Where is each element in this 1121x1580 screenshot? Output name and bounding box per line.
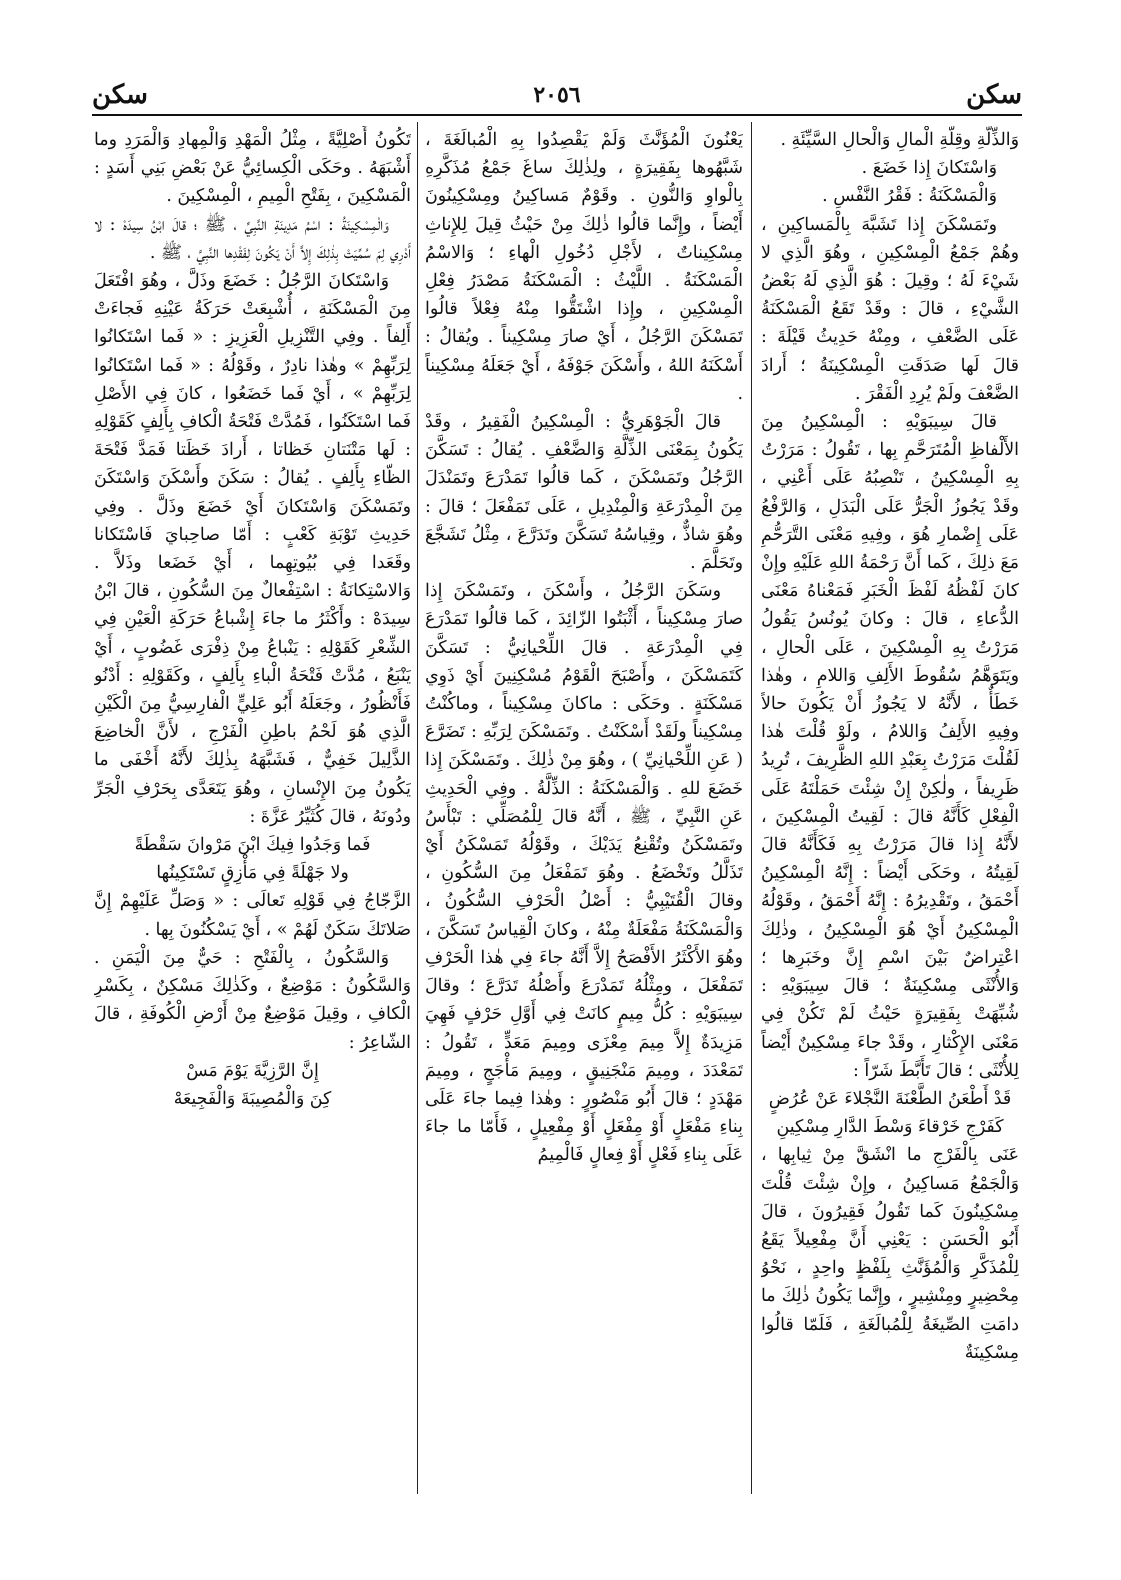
verse-line: كَفَرْجِ خَرْقاءَ وَسْطَ الدَّارِ مِسْكِينِ: [776, 1117, 1004, 1138]
paragraph: وتَمَسْكَنَ إِذا تَشَبَّهَ بِالْمَساكِينِ ، وهُمْ جَمْعُ الْمِسْكِينِ ، وهُوَ الَّذِي لا شَيْءَ لَهُ ؛ وقِيلَ : هُوَ الَّذِي لَهُ بَعْضُ الشَّيْءِ ، قالَ : وقَدْ تَقَعُ الْمَسْكَنَةُ عَلَى الضَّعْفِ ، ومِنْهُ حَدِيثُ قَيْلَةَ : قالَ لَها صَدَقَتِ الْمِسْكِينَةُ ؛ أَرادَ الضَّعْفَ ولَمْ يُرِدِ الْفَقْرَ .: [761, 214, 1019, 404]
paragraph: وَالْمِسْكِينَةُ : اسْمُ مَدِينَةِ النَّبِيِّ ، ﷺ ؛ قالَ ابْنُ سِيدَهْ : لا أَدْرِي لِمَ سُمِّيَتْ بِذٰلِكَ إِلاَّ أَنْ يَكُونَ لِفَقْدِها النَّبِيَّ ، ﷺ .: [94, 214, 411, 263]
running-word-right: سكن: [966, 80, 1022, 110]
column-divider: [751, 122, 752, 1494]
column-middle: [425, 126, 743, 1491]
verse-line: فَما وَجَدُوا فِيكَ ابْنَ مَرْوانَ سَقْطَةً: [134, 835, 371, 856]
header-rule: [92, 114, 1022, 116]
column-left: [94, 126, 411, 1491]
paragraph: وسَكَنَ الرَّجُلُ ، وأَسْكَنَ ، وتَمَسْكَنَ إِذا صارَ مِسْكِيناً ، أَثْبَتُوا الزّائِدَ ، كَما قالُوا تَمَدْرَعَ فِي الْمِدْرَعَةِ . قالَ اللِّحْيانِيُّ : تَسَكَّنَ كَتَمَسْكَنَ ، وأَصْبَحَ الْقَوْمُ مُسْكِنِينَ أَيْ ذَوِي مَسْكَنَةٍ . وحَكَى : ماكانَ مِسْكِيناً ، وماكُنْتُ مِسْكِيناً ولَقَدْ أَسْكَنْتُ . وتَمَسْكَنَ لِرَبِّهِ : تَضَرَّعَ ( عَنِ اللِّحْيانِيِّ ) ، وهُوَ مِنْ ذٰلِكَ . وتَمَسْكَنَ إِذا خَضَعَ للهِ . وَالْمَسْكَنَةُ : الذِّلَّةُ . وفِي الْحَدِيثِ عَنِ النَّبِيِّ ، ﷺ ، أَنَّهُ قالَ لِلْمُصَلِّي : تَبْأَسُ وتَمَسْكَنُ وتُقْنِعُ يَدَيْكَ ، وقَوْلُهُ تَمَسْكَنُ أَيْ تَذَلَّلُ وتَخْضَعُ . وهُوَ تَمَفْعَلُ مِنَ السُّكُونِ ، وقالَ الْقُتَيْبِيُّ : أَصْلُ الْحَرْفِ السُّكُونُ ، وَالْمَسْكَنَةُ مَفْعَلَةٌ مِنْهُ ، وكانَ الْقِياسُ تَسَكَّنَ ، وهُوَ الأَكْثَرُ الأَفْصَحُ إِلاَّ أَنَّهُ جاءَ فِي هٰذا الْحَرْفِ تَمَفْعَلَ ، ومِثْلُهُ تَمَدْرَعَ وأَصْلُهُ تَدَرَّعَ ؛ وقالَ سِيبَوَيْهِ : كُلُّ مِيمٍ كانَتْ فِي أَوَّلِ حَرْفٍ فَهِيَ مَزِيدَةٌ إِلاَّ مِيمَ مِعْزَى ومِيمَ مَعَدٍّ ، تَقُولُ : تَمَعْدَدَ ، ومِيمَ مَنْجَنِيقٍ ، ومِيمَ مَأْجَجٍ ، ومِيمَ مَهْدَدٍ ؛ قالَ أَبُو مَنْصُورٍ : وهٰذا فِيما جاءَ عَلَى بِناءِ مَفْعَلٍ أَوْ مِفْعَلٍ أَوْ مِفْعِيلٍ ، فَأَمّا ما جاءَ عَلَى بِناءِ فَعْلٍ أَوْ فِعالٍ فَالْمِيمُ: [425, 581, 743, 1166]
paragraph: وَالذِّلَّةِ وقِلَّةِ الْمالِ وَالْحالِ السَّيِّئَةِ .: [780, 130, 1019, 150]
verse-line: ولا جَهْلَةً فِي مَأْزِقٍ تَسْتَكِينُها: [156, 863, 349, 884]
paragraph: وَالْمَسْكَنَةُ : فَقْرُ النَّفْسِ .: [822, 186, 997, 207]
page-header: [92, 80, 1022, 114]
verse-line: كِنَ وَالْمُصِيبَةَ وَالْفَجِيعَهْ: [173, 1088, 332, 1109]
paragraph: عَنَى بِالْفَرْجِ ما انْشَقَّ مِنْ ثِيابِها ، وَالْجَمْعُ مَساكِينُ ، وإِنْ شِئْتَ قُلْتَ مِسْكِينُونَ كَما تَقُولُ فَقِيرُونَ ، قالَ أَبُو الْحَسَنِ : يَعْنِي أَنَّ مِفْعِيلاً يَقَعُ لِلْمُذَكَّرِ وَالْمُؤَنَّثِ بِلَفْظٍ واحِدٍ ، نَحْوُ مِحْضِيرٍ ومِنْشِيرٍ ، وإِنَّما يَكُونُ ذٰلِكَ ما دامَتِ الصِّيغَةُ لِلْمُبالَغَةِ ، فَلَمّا قالُوا مِسْكِينَةٌ: [761, 1145, 1019, 1363]
paragraph: وَاسْتَكانَ الرَّجُلُ : خَضَعَ وذَلَّ ، وهُوَ افْتَعَلَ مِنَ الْمَسْكَنَةِ ، أُشْبِعَتْ حَرَكَةُ عَيْنِهِ فَجاءَتْ أَلِفاً . وفِي التَّنْزِيلِ الْعَزِيزِ : « فَما اسْتَكانُوا لِرَبِّهِمْ » وهٰذا نادِرٌ ، وقَوْلُهُ : « فَما اسْتَكانُوا لِرَبِّهِمْ » ، أَيْ فَما خَضَعُوا ، كانَ فِي الأَصْلِ فَما اسْتَكَنُوا ، فَمُدَّتْ فَتْحَةُ الْكافِ بِأَلِفٍ كَقَوْلِهِ : لَها مَتْنَتانِ خَظاتا ، أَرادَ خَظَتا فَمَدَّ فَتْحَةَ الظّاءِ بِأَلِفٍ . يُقالُ : سَكَنَ وأَسْكَنَ وَاسْتَكَنَ وتَمَسْكَنَ وَاسْتَكانَ أَيْ خَضَعَ وذَلَّ . وفِي حَدِيثِ تَوْبَةِ كَعْبٍ : أَمّا صاحِبايَ فَاسْتَكانا وقَعَدا فِي بُيُوتِهِما ، أَيْ خَضَعا وذَلاَّ . وَالاسْتِكانَةُ : اسْتِفْعالٌ مِنَ السُّكُونِ ، قالَ ابْنُ سِيدَهْ : وأَكْثَرُ ما جاءَ إِشْباعُ حَرَكَةِ الْعَيْنِ فِي الشِّعْرِ كَقَوْلِهِ : يَنْباعُ مِنْ ذِفْرَى غَضُوبٍ ، أَيْ يَنْبَعُ ، مُدَّتْ فَتْحَةُ الْباءِ بِأَلِفٍ ، وكَقَوْلِهِ : أَدْنُو فَأَنْظُورُ ، وجَعَلَهُ أَبُو عَلِيٍّ الْفارِسِيُّ مِنَ الْكَيْنِ الَّذِي هُوَ لَحْمُ باطِنِ الْفَرْجِ ، لأَنَّ الْخاضِعَ الذَّلِيلَ خَفِيٌّ ، فَشَبَّهَهُ بِذٰلِكَ لأَنَّهُ أَخْفَى ما يَكُونُ مِنَ الإِنْسانِ ، وهُوَ يَتَعَدَّى بِحَرْفِ الْجَرِّ ودُونَهُ ، قالَ كُثَيِّرُ عَزَّةَ :: [94, 271, 411, 827]
verse-line: إِنَّ الرَّزِيَّةَ يَوْمَ مَسْ: [186, 1060, 319, 1081]
paragraph: قالَ سِيبَوَيْهِ : الْمِسْكِينُ مِنَ الأَلْفاظِ الْمُتَرَحَّمِ بِها ، تَقُولُ : مَرَرْتُ بِهِ الْمِسْكِينُ ، تَنْصِبُهُ عَلَى أَعْنِي ، وقَدْ يَجُوزُ الْجَرُّ عَلَى الْبَدَلِ ، وَالرَّفْعُ عَلَى إِضْمارِ هُوَ ، وفِيهِ مَعْنَى التَّرَحُّمِ مَعَ ذلِكَ ، كَما أَنَّ رَحْمَةُ اللهِ عَلَيْهِ وإِنْ كانَ لَفْظُهُ لَفْظَ الْخَبَرِ فَمَعْناهُ مَعْنَى الدُّعاءِ ، قالَ : وكانَ يُونُسُ يَقُولُ مَرَرْتُ بِهِ الْمِسْكِينَ ، عَلَى الْحالِ ، ويَتَوَهَّمُ سُقُوطَ الأَلِفِ وَاللامِ ، وهٰذا خَطَأٌ ، لأَنَّهُ لا يَجُوزُ أَنْ يَكُونَ حالاً وفِيهِ الأَلِفُ وَاللامُ ، ولَوْ قُلْتَ هٰذا لَقُلْتَ مَرَرْتُ بِعَبْدِ اللهِ الظَّرِيفَ ، تُرِيدُ ظَرِيفاً ، ولٰكِنْ إِنْ شِئْتَ حَمَلْتَهُ عَلَى الْفِعْلِ كَأَنَّهُ قالَ : لَقِيتُ الْمِسْكِينَ ، لأَنَّهُ إِذا قالَ مَرَرْتُ بِهِ فَكَأَنَّهُ قالَ لَقِيتُهُ ، وحَكَى أَيْضاً : إِنَّهُ الْمِسْكِينُ أَحْمَقُ ، وتَقْدِيرُهُ : إِنَّهُ أَحْمَقُ ، وقَوْلُهُ الْمِسْكِينُ أَيْ هُوَ الْمِسْكِينُ ، وذٰلِكَ اعْتِراضٌ بَيْنَ اسْمِ إِنَّ وخَبَرِها ؛ وَالأُنْثَى مِسْكِينَةٌ ؛ قالَ سِيبَوَيْهِ : شُبِّهَتْ بِفَقِيرَةٍ حَيْثُ لَمْ تَكُنْ فِي مَعْنَى الإِكْثارِ ، وقَدْ جاءَ مِسْكِينٌ أَيْضاً لِلأُنْثَى ؛ قالَ تَأَبَّطَ شَرّاً :: [761, 412, 1019, 1081]
paragraph: يَعْنُونَ الْمُؤَنَّثَ وَلَمْ يَقْصِدُوا بِهِ الْمُبالَغَةَ ، شَبَّهُوها بِفَقِيرَةٍ ، ولِذٰلِكَ ساغَ جَمْعُ مُذَكَّرِهِ بِالْواوِ وَالنُّونِ . وقَوْمٌ مَساكِينُ ومِسْكِينُونَ أَيْضاً ، وإِنَّما قالُوا ذٰلِكَ مِنْ حَيْثُ قِيلَ لِلإِناثِ مِسْكِيناتٌ ، لأَجْلِ دُخُولِ الْهاءِ ؛ وَالاسْمُ الْمَسْكَنَةُ . اللَّيْثُ : الْمَسْكَنَةُ مَصْدَرُ فِعْلِ الْمِسْكِينِ ، وإِذا اشْتَقُّوا مِنْهُ فِعْلاً قالُوا تَمَسْكَنَ الرَّجُلُ ، أَيْ صارَ مِسْكِيناً . ويُقالُ : أَسْكَنَهُ اللهُ ، وأَسْكَنَ جَوْفَهُ ، أَيْ جَعَلَهُ مِسْكِيناً .: [425, 130, 743, 404]
paragraph: قالَ الْجَوْهَرِيُّ : الْمِسْكِينُ الْفَقِيرُ ، وقَدْ يَكُونُ بِمَعْنَى الذِّلَّةِ وَالضَّعْفِ . يُقالُ : تَسَكَّنَ الرَّجُلُ وتَمَسْكَنَ ، كَما قالُوا تَمَدْرَعَ وتَمَنْدَلَ مِنَ الْمِدْرَعَةِ وَالْمِنْدِيلِ ، عَلَى تَمَفْعَلَ ؛ قالَ : وهُوَ شاذٌّ ، وقِياسُهُ تَسَكَّنَ وتَدَرَّعَ ، مِثْلُ تَشَجَّعَ وتَحَلَّمَ .: [425, 412, 743, 574]
page-number: ٢٠٥٦: [533, 82, 581, 108]
column-divider: [417, 122, 418, 1494]
paragraph: الزَّجّاجُ فِي قَوْلِهِ تَعالَى : « وَصَلِّ عَلَيْهِمْ إِنَّ صَلاتَكَ سَكَنٌ لَهُمْ » ، أَيْ يَسْكُنُونَ بِها .: [94, 891, 411, 940]
column-right: [761, 126, 1019, 1491]
paragraph: تَكُونُ أَصْلِيَّةً ، مِثْلُ الْمَهْدِ وَالْمِهادِ وَالْمَرَدِ وما أَشْبَهَهُ . وحَكَى الْكِسائِيُّ عَنْ بَعْضِ بَنِي أَسَدٍ : الْمَسْكِينَ ، بِفَتْحِ الْمِيمِ ، الْمِسْكِينَ .: [94, 130, 411, 207]
running-word-left: سكن: [92, 80, 148, 110]
paragraph: وَاسْتَكانَ إِذا خَضَعَ .: [861, 158, 997, 179]
paragraph: وَالسَّكُونُ ، بِالْفَتْحِ : حَيٌّ مِنَ الْيَمَنِ . وَالسَّكُونُ : مَوْضِعٌ ، وكَذٰلِكَ مَسْكِنٌ ، بِكَسْرِ الْكافِ ، وقِيلَ مَوْضِعٌ مِنْ أَرْضِ الْكُوفَةِ ، قالَ الشّاعِرُ :: [94, 947, 411, 1053]
verse-line: قَدْ أَطْعَنُ الطَّعْنَةَ النَّجْلاءَ عَنْ عُرُضٍ: [768, 1088, 1012, 1109]
